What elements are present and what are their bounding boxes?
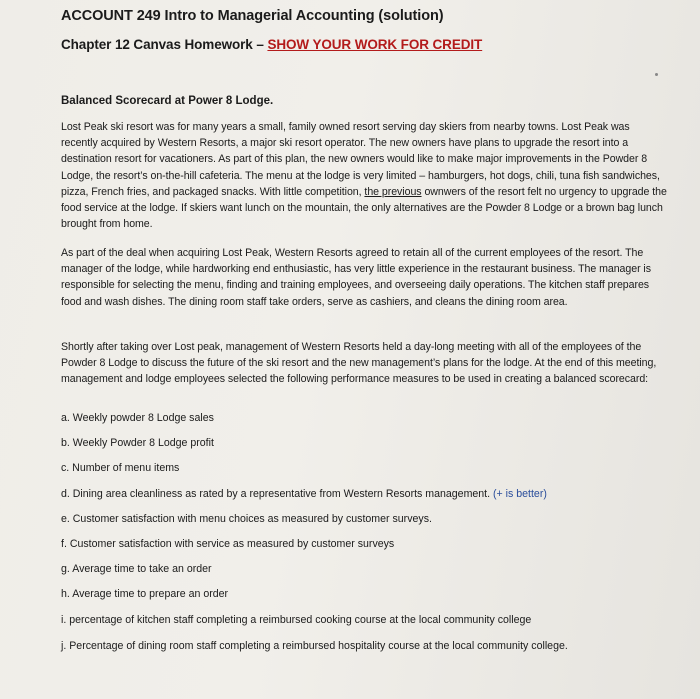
measure-a: a. Weekly powder 8 Lodge sales bbox=[61, 412, 214, 424]
speck-mark bbox=[655, 73, 658, 76]
measure-j: j. Percentage of dining room staff completing a reimbursed hospitality course at the local community college. bbox=[61, 640, 568, 652]
measure-g: g. Average time to take an order bbox=[61, 563, 212, 575]
paragraph-intro bbox=[61, 119, 669, 232]
chapter-prefix: Chapter 12 Canvas Homework – bbox=[61, 37, 268, 52]
measure-c: c. Number of menu items bbox=[61, 462, 180, 474]
paragraph-intro-part-a: Lost Peak ski resort was for many years a small, family owned resort serving day skiers from nearby towns. Lost Peak was recently acquired by Western Resorts, a major ski resort operator. The new owners have plans to upgrade the resort into a destination resort for vacationers. As part of this plan, the new owners would like to make major improvements in the Powder 8 Lodge, the resort’s on-the-hill cafeteria. The menu at the lodge is very limited – hamburgers, hot dogs, chili, tuna fish sandwiches, pizza, French fries, and packaged snacks. With little competition, bbox=[61, 121, 660, 198]
section-title: Balanced Scorecard at Power 8 Lodge. bbox=[61, 95, 274, 107]
measure-d-text: d. Dining area cleanliness as rated by a representative from Western Resorts management. bbox=[61, 488, 491, 500]
show-work-emphasis: SHOW YOUR WORK FOR CREDIT bbox=[267, 37, 483, 52]
measure-h: h. Average time to prepare an order bbox=[61, 588, 229, 600]
paragraph-meeting: Shortly after taking over Lost peak, management of Western Resorts held a day-long meeting with all of the employees of the Powder 8 Lodge to discuss the future of the ski resort and the new management’s plans for the lodge. At the end of this meeting, management and lodge employees selected the following performance measures to be used in creating a balanced scorecard: bbox=[61, 341, 657, 386]
chapter-heading bbox=[61, 37, 482, 52]
paragraph-intro-part-b: ownwers of the resort felt no urgency to upgrade the food service at the lodge. If skiers want lunch on the mountain, the only alternatives are the Powder 8 Lodge or a brown bag lunch brought from home. bbox=[61, 185, 667, 231]
course-title: ACCOUNT 249 Intro to Managerial Accounting (solution) bbox=[61, 8, 444, 24]
paragraph-deal: As part of the deal when acquiring Lost Peak, Western Resorts agreed to retain all of the current employees of the resort. The manager of the lodge, while hardworking end enthusiastic, has very little experience in the restaurant business. The manager is responsible for selecting the menu, finding and training employees, and overseeing daily operations. The kitchen staff prepares food and wash dishes. The dining room staff take orders, serve as cashiers, and cleans the dining room area. bbox=[61, 247, 651, 308]
measure-d bbox=[61, 487, 547, 502]
measure-i: i. percentage of kitchen staff completing a reimbursed cooking course at the local community college bbox=[61, 614, 532, 626]
measure-b: b. Weekly Powder 8 Lodge profit bbox=[61, 437, 214, 449]
measure-e: e. Customer satisfaction with menu choices as measured by customer surveys. bbox=[61, 513, 432, 525]
measure-f: f. Customer satisfaction with service as measured by customer surveys bbox=[61, 538, 395, 550]
paragraph-intro-underlined: the previous bbox=[364, 185, 422, 198]
measure-d-note: (+ is better) bbox=[493, 488, 547, 500]
